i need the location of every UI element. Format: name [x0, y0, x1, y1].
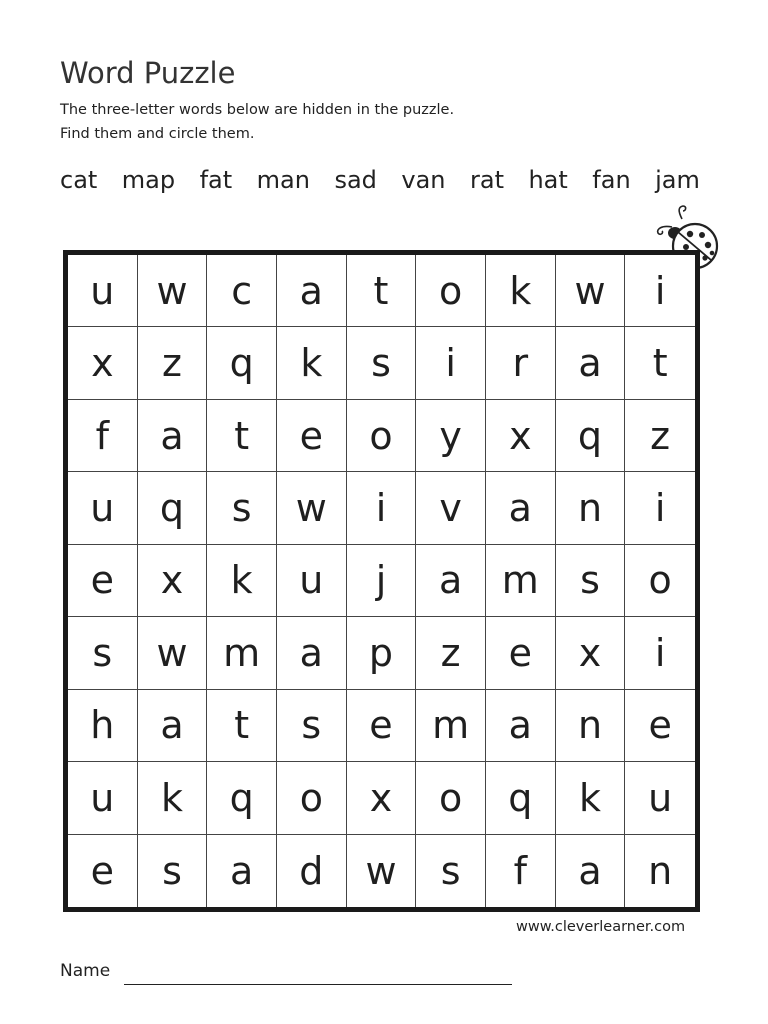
grid-cell[interactable]: k	[207, 545, 277, 617]
grid-cell[interactable]: n	[556, 690, 626, 762]
grid-cell[interactable]: e	[347, 690, 417, 762]
grid-cell[interactable]: i	[625, 255, 695, 327]
grid-cell[interactable]: s	[68, 617, 138, 689]
grid-cell[interactable]: s	[277, 690, 347, 762]
grid-cell[interactable]: x	[556, 617, 626, 689]
grid-cell[interactable]: z	[625, 400, 695, 472]
word-item: jam	[655, 166, 700, 194]
grid-cell[interactable]: o	[416, 762, 486, 834]
grid-cell[interactable]: s	[347, 327, 417, 399]
instruction-line-2: Find them and circle them.	[60, 126, 255, 142]
grid-cell[interactable]: t	[207, 690, 277, 762]
word-item: cat	[60, 166, 98, 194]
grid-cell[interactable]: r	[486, 327, 556, 399]
grid-cell[interactable]: w	[556, 255, 626, 327]
grid-cell[interactable]: u	[68, 472, 138, 544]
grid-cell[interactable]: o	[416, 255, 486, 327]
grid-cell[interactable]: x	[486, 400, 556, 472]
grid-cell[interactable]: u	[68, 255, 138, 327]
grid-cell[interactable]: w	[347, 835, 417, 907]
word-item: fat	[199, 166, 233, 194]
grid-cell[interactable]: e	[68, 835, 138, 907]
grid-cell[interactable]: x	[347, 762, 417, 834]
grid-cell[interactable]: w	[277, 472, 347, 544]
word-list	[60, 166, 700, 194]
grid-cell[interactable]: a	[277, 617, 347, 689]
website-url: www.cleverlearner.com	[516, 919, 686, 935]
grid-cell[interactable]: a	[138, 690, 208, 762]
page-title: Word Puzzle	[60, 56, 236, 90]
grid-cell[interactable]: t	[625, 327, 695, 399]
name-line[interactable]	[124, 984, 512, 985]
grid-cell[interactable]: p	[347, 617, 417, 689]
grid-cell[interactable]: a	[207, 835, 277, 907]
grid-cell[interactable]: a	[138, 400, 208, 472]
puzzle-grid	[63, 250, 700, 912]
grid-cell[interactable]: a	[416, 545, 486, 617]
grid-cell[interactable]: e	[277, 400, 347, 472]
name-label: Name	[60, 961, 111, 981]
word-item: van	[401, 166, 446, 194]
grid-cell[interactable]: a	[556, 835, 626, 907]
grid-cell[interactable]: u	[277, 545, 347, 617]
grid-cell[interactable]: v	[416, 472, 486, 544]
grid-cell[interactable]: o	[277, 762, 347, 834]
grid-cell[interactable]: k	[277, 327, 347, 399]
grid-cell[interactable]: d	[277, 835, 347, 907]
grid-cell[interactable]: x	[68, 327, 138, 399]
word-item: rat	[470, 166, 504, 194]
grid-cell[interactable]: x	[138, 545, 208, 617]
grid-cell[interactable]: m	[486, 545, 556, 617]
grid-cell[interactable]: i	[625, 617, 695, 689]
grid-cell[interactable]: a	[556, 327, 626, 399]
grid-cell[interactable]: a	[486, 690, 556, 762]
grid-cell[interactable]: m	[207, 617, 277, 689]
grid-cell[interactable]: q	[556, 400, 626, 472]
grid-cell[interactable]: s	[207, 472, 277, 544]
grid-cell[interactable]: k	[486, 255, 556, 327]
grid-cell[interactable]: a	[486, 472, 556, 544]
instruction-line-1: The three-letter words below are hidden in the puzzle.	[60, 102, 455, 118]
grid-cell[interactable]: e	[625, 690, 695, 762]
grid-cell[interactable]: e	[68, 545, 138, 617]
word-item: sad	[334, 166, 377, 194]
grid-cell[interactable]: e	[486, 617, 556, 689]
grid-cell[interactable]: w	[138, 617, 208, 689]
word-item: man	[256, 166, 310, 194]
grid-cell[interactable]: t	[347, 255, 417, 327]
grid-cell[interactable]: n	[556, 472, 626, 544]
grid-cell[interactable]: q	[207, 327, 277, 399]
grid-cell[interactable]: s	[416, 835, 486, 907]
grid-cell[interactable]: i	[625, 472, 695, 544]
grid-cell[interactable]: w	[138, 255, 208, 327]
grid-cell[interactable]: s	[138, 835, 208, 907]
grid-cell[interactable]: i	[347, 472, 417, 544]
grid-cell[interactable]: o	[625, 545, 695, 617]
grid-cell[interactable]: u	[68, 762, 138, 834]
grid-cell[interactable]: k	[556, 762, 626, 834]
grid-cell[interactable]: k	[138, 762, 208, 834]
word-item: fan	[592, 166, 631, 194]
grid-cell[interactable]: a	[277, 255, 347, 327]
word-item: map	[121, 166, 176, 194]
grid-cell[interactable]: f	[486, 835, 556, 907]
grid-cell[interactable]: f	[68, 400, 138, 472]
grid-cell[interactable]: s	[556, 545, 626, 617]
grid-cell[interactable]: y	[416, 400, 486, 472]
grid-cell[interactable]: n	[648, 848, 673, 893]
grid-cell[interactable]: h	[68, 690, 138, 762]
grid-cell[interactable]: q	[486, 762, 556, 834]
word-item: hat	[528, 166, 568, 194]
grid-cell[interactable]: c	[207, 255, 277, 327]
grid-cell[interactable]: z	[416, 617, 486, 689]
grid-cell[interactable]: u	[625, 762, 695, 834]
grid-cell[interactable]: q	[138, 472, 208, 544]
grid-cell[interactable]: m	[416, 690, 486, 762]
grid-cell[interactable]: o	[347, 400, 417, 472]
grid-cell[interactable]: j	[347, 545, 417, 617]
grid-cell[interactable]: z	[138, 327, 208, 399]
grid-cell[interactable]: q	[207, 762, 277, 834]
grid-cell[interactable]: t	[207, 400, 277, 472]
grid-cell[interactable]: i	[416, 327, 486, 399]
